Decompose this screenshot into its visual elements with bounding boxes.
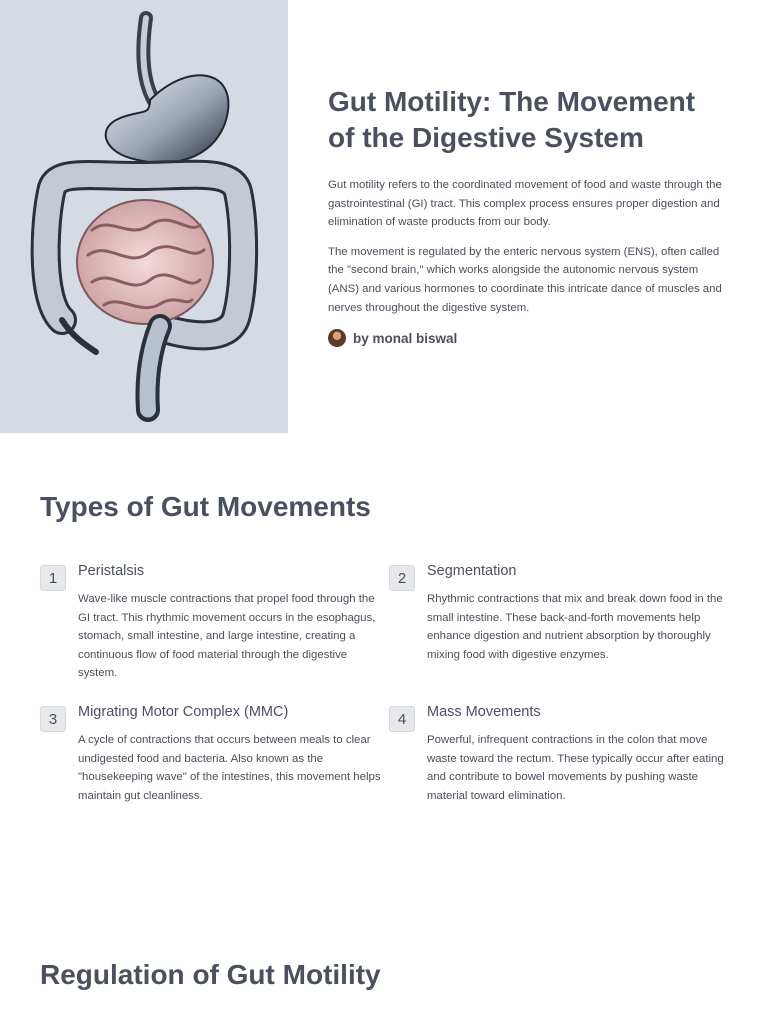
digestive-system-icon [0, 0, 288, 433]
regulation-paragraph: The movement is regulated by the enteric nervous system (ENS), often called the "second brain," which works alongside the autonomic nervous system (ANS) and various hormones to coordinate this intricate dance of muscles and nerves throughout the digestive system. [328, 245, 722, 314]
movement-title: Mass Movements [427, 704, 541, 720]
intro-paragraph: Gut motility refers to the coordinated movement of food and waste through the gastrointestinal (GI) tract. This complex process ensures proper digestion and elimination of waste products from our body. [328, 179, 722, 229]
movement-description: Wave-like muscle contractions that propel food through the GI tract. This rhythmic movement occurs in the esophagus, stomach, small intestine, and large intestine, creating a continuous flow of food material through the digestive system. [78, 593, 376, 680]
number-badge: 3 [40, 706, 66, 732]
movement-title: Migrating Motor Complex (MMC) [78, 704, 289, 720]
hero-text [328, 84, 728, 347]
digestive-system-illustration [0, 0, 288, 433]
page-title: Gut Motility: The Movement of the Digestive System [328, 86, 696, 153]
number-badge: 4 [389, 706, 415, 732]
regulation-section-title: Regulation of Gut Motility [40, 959, 381, 990]
number-badge: 2 [389, 565, 415, 591]
hero-section [0, 0, 768, 433]
movement-title: Segmentation [427, 563, 517, 579]
author-byline [328, 329, 728, 347]
movement-description: Powerful, infrequent contractions in the colon that move waste toward the rectum. These typically occur after eating and contribute to bowel movements by pushing waste material toward elimination. [427, 734, 724, 802]
movement-title: Peristalsis [78, 563, 145, 579]
number-badge: 1 [40, 565, 66, 591]
author-name: by monal biswal [353, 330, 458, 346]
movement-description: Rhythmic contractions that mix and break down food in the small intestine. These back-and-forth movements help enhance digestion and nutrient absorption by thoroughly mixing food with digestive enzymes. [427, 593, 723, 661]
movement-description: A cycle of contractions that occurs between meals to clear undigested food and bacteria. Also known as the "housekeeping wave" of the intestines, this movement helps maintain gut cleanliness. [78, 734, 381, 802]
author-avatar [328, 329, 346, 347]
types-section-title: Types of Gut Movements [40, 491, 371, 522]
